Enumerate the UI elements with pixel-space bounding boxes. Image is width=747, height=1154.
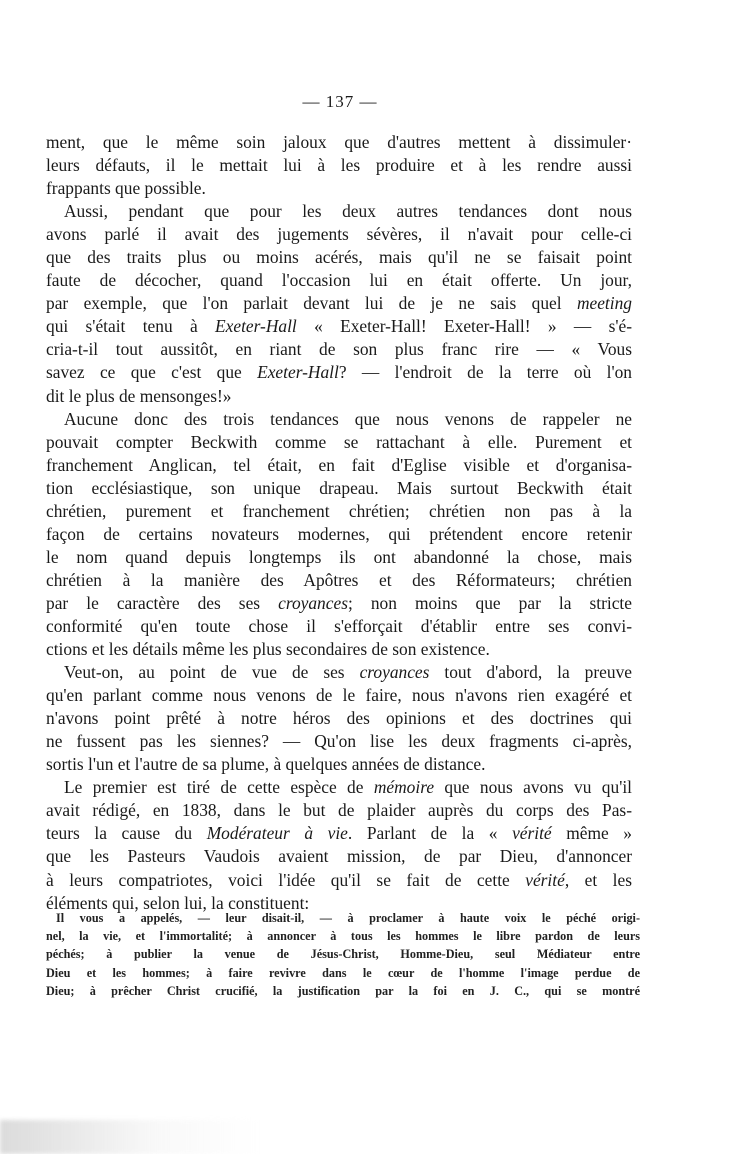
text-line: à leurs compatriotes, voici l'idée qu'il se fait de cette vérité, et les: [46, 869, 632, 890]
text-line: le nom quand depuis longtemps ils ont abandonné la chose, mais: [46, 546, 632, 567]
text-line: éléments qui, selon lui, la constituent:: [46, 892, 310, 913]
text-line: tion ecclésiastique, son unique drapeau. Mais surtout Beckwith était: [46, 477, 632, 498]
text-line: avait rédigé, en 1838, dans le but de plaider auprès du corps des Pas-: [46, 800, 632, 821]
text-line: qu'en parlant comme nous venons de le faire, nous n'avons rien exagéré et: [46, 685, 632, 706]
text-line: savez ce que c'est que Exeter-Hall? — l'endroit de la terre où l'on: [46, 362, 632, 383]
paragraph: [46, 661, 632, 776]
quote-line: Dieu; à prêcher Christ crucifié, la justification par la foi en J. C., qui se montré: [46, 983, 640, 998]
quote-line: nel, la vie, et l'immortalité; à annoncer à tous les hommes le libre pardon de leurs: [46, 929, 640, 944]
paragraph: [46, 776, 632, 914]
text-line: Le premier est tiré de cette espèce de mémoire que nous avons vu qu'il: [64, 777, 632, 798]
text-line: ne fussent pas les siennes? — Qu'on lise les deux fragments ci-après,: [46, 731, 632, 752]
text-line: teurs la cause du Modérateur à vie. Parlant de la « vérité même »: [46, 823, 633, 844]
paragraph: [46, 408, 632, 662]
text-line: façon de certains novateurs modernes, qui prétendent encore retenir: [46, 523, 632, 544]
page-smudge: [0, 1120, 260, 1154]
text-line: que des traits plus ou moins acérés, mais qu'il ne se faisait point: [46, 247, 632, 268]
text-line: franchement Anglican, tel était, en fait d'Eglise visible et d'organisa-: [46, 454, 632, 475]
page-number: — 137 —: [302, 92, 378, 111]
text-line: cria-t-il tout aussitôt, en riant de son plus franc rire — « Vous: [46, 339, 632, 360]
text-line: n'avons point prêté à notre héros des opinions et des doctrines qui: [46, 708, 632, 729]
text-line: pouvait compter Beckwith comme se rattachant à elle. Purement et: [46, 431, 632, 452]
text-line: avons parlé il avait des jugements sévères, il n'avait pour celle-ci: [46, 224, 632, 245]
text-line: frappants que possible.: [46, 178, 206, 199]
quoted-footnote-block: [46, 909, 640, 1000]
text-line: par le caractère des ses croyances; non moins que par la stricte: [46, 592, 632, 613]
paragraph: [46, 131, 632, 200]
text-line: ment, que le même soin jaloux que d'autres mettent à dissimuler·: [46, 132, 632, 152]
text-line: Veut-on, au point de vue de ses croyances tout d'abord, la preuve: [64, 662, 632, 683]
text-line: par exemple, que l'on parlait devant lui de je ne sais quel meeting: [46, 293, 632, 314]
quote-line: péchés; à publier la venue de Jésus-Christ, Homme-Dieu, seul Médiateur entre: [46, 947, 640, 962]
paragraph: [46, 200, 632, 407]
text-line: que les Pasteurs Vaudois avaient mission, de par Dieu, d'annoncer: [46, 846, 632, 867]
quote-line: Il vous a appelés, — leur disait-il, — à proclamer à haute voix le péché origi-: [56, 911, 640, 925]
text-line: ctions et les détails même les plus secondaires de son existence.: [46, 639, 490, 660]
text-line: dit le plus de mensonges!»: [46, 385, 232, 406]
body-text: [46, 131, 632, 915]
text-line: Aussi, pendant que pour les deux autres tendances dont nous: [64, 201, 632, 222]
text-line: qui s'était tenu à Exeter-Hall « Exeter-Hall! Exeter-Hall! » — s'é-: [46, 316, 633, 337]
text-line: faute de décocher, quand l'occasion lui en était offerte. Un jour,: [46, 270, 632, 291]
text-line: leurs défauts, il le mettait lui à les produire et à les rendre aussi: [46, 155, 632, 176]
text-line: chrétien à la manière des Apôtres et des Réformateurs; chrétien: [46, 569, 632, 590]
text-line: conformité qu'en toute chose il s'efforçait d'établir entre ses convi-: [46, 615, 632, 636]
text-line: Aucune donc des trois tendances que nous venons de rappeler ne: [64, 408, 632, 429]
text-line: chrétien, purement et franchement chrétien; chrétien non pas à la: [46, 500, 632, 521]
quote-line: Dieu et les hommes; à faire revivre dans le cœur de l'homme l'image perdue de: [46, 965, 640, 980]
text-line: sortis l'un et l'autre de sa plume, à quelques années de distance.: [46, 754, 486, 775]
